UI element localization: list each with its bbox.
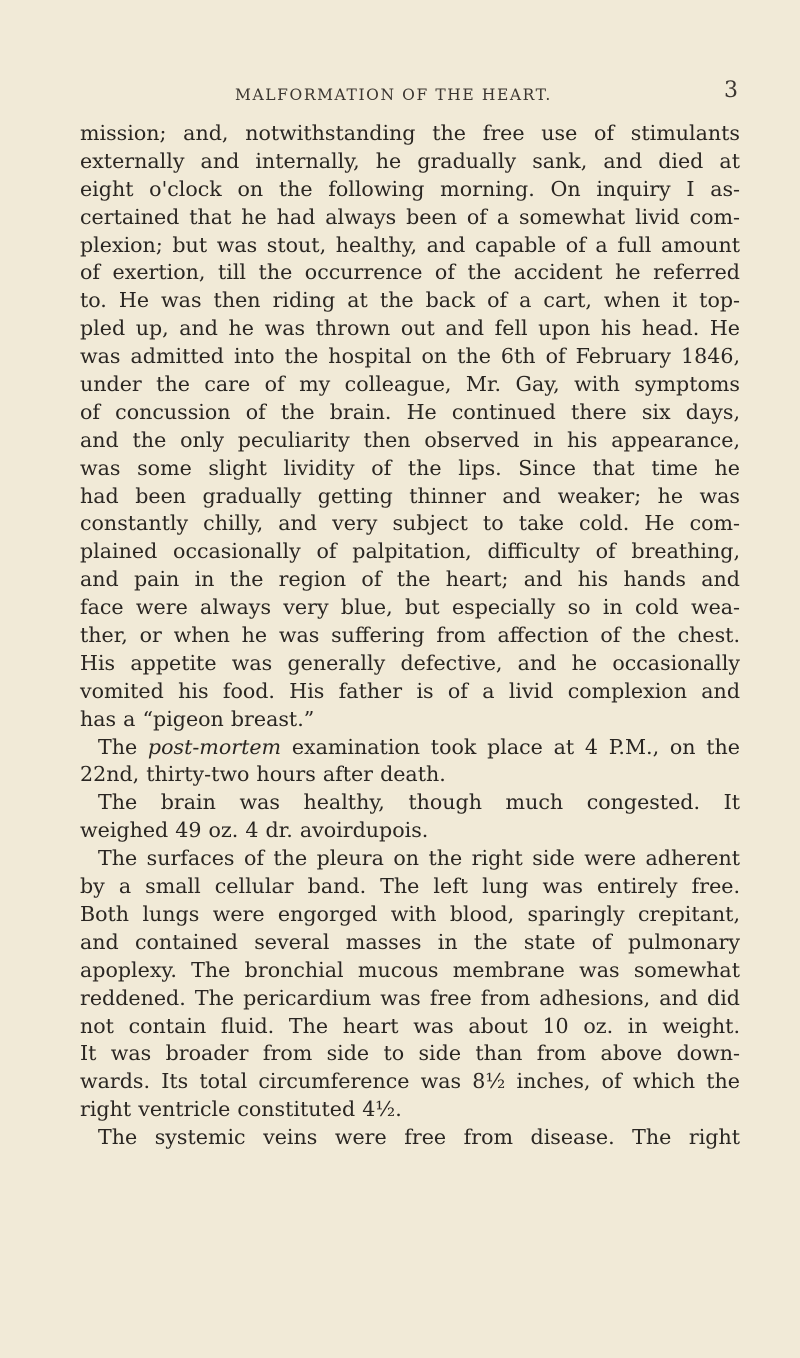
text-line-part: right ventricle constituted 4½. (80, 1097, 402, 1122)
text-line (80, 985, 740, 1013)
text-line (80, 315, 740, 343)
text-line (80, 734, 740, 762)
text-line-part: The (98, 734, 148, 759)
text-line-part: and contained several masses in the state of pulmonary (80, 929, 740, 954)
text-line-part: The systemic veins were free from disease. The right (98, 1125, 740, 1150)
text-line-part: weighed 49 oz. 4 dr. avoirdupois. (80, 818, 429, 843)
text-line-part: ther, or when he was suffering from affection of the chest. (80, 623, 740, 648)
text-line (80, 678, 740, 706)
text-line (80, 566, 740, 594)
text-line-part: and the only peculiarity then observed in his appearance, (80, 427, 740, 452)
text-line-part: was some slight lividity of the lips. Since that time he (80, 455, 740, 480)
text-line-part: vomited his food. His father is of a livid complexion and (80, 678, 740, 703)
text-line (80, 427, 740, 455)
text-line (80, 817, 740, 845)
text-line (80, 232, 740, 260)
text-line (80, 706, 740, 734)
text-line-part: pled up, and he was thrown out and fell upon his head. He (80, 316, 740, 341)
text-line (80, 622, 740, 650)
text-line (80, 873, 740, 901)
text-line (80, 594, 740, 622)
text-line-part: apoplexy. The bronchial mucous membrane was somewhat (80, 957, 740, 982)
text-line (80, 204, 740, 232)
text-line (80, 929, 740, 957)
text-line (80, 1096, 740, 1124)
text-line (80, 371, 740, 399)
text-line (80, 176, 740, 204)
text-line-part: certained that he had always been of a somewhat livid com- (80, 204, 740, 229)
text-line (80, 510, 740, 538)
text-line-part: and pain in the region of the heart; and his hands and (80, 567, 740, 592)
text-line-part: under the care of my colleague, Mr. Gay, with symptoms (80, 372, 740, 397)
text-line-part: of exertion, till the occurrence of the accident he referred (80, 260, 740, 285)
text-line (80, 845, 740, 873)
text-line (80, 901, 740, 929)
text-line-part: by a small cellular band. The left lung was entirely free. (80, 874, 740, 899)
text-line (80, 343, 740, 371)
text-line (80, 957, 740, 985)
body-text (80, 120, 740, 1152)
page-number: 3 (724, 78, 738, 103)
text-line-part: constantly chilly, and very subject to take cold. He com- (80, 511, 740, 536)
text-line-part: His appetite was generally defective, and he occasionally (80, 650, 740, 675)
text-line-part: has a “pigeon breast.” (80, 706, 315, 731)
text-line (80, 761, 740, 789)
text-line (80, 1013, 740, 1041)
text-line-part: not contain fluid. The heart was about 10 oz. in weight. (80, 1013, 740, 1038)
running-title: MALFORMATION OF THE HEART. (235, 86, 552, 104)
text-line-part: plained occasionally of palpitation, difficulty of breathing, (80, 539, 740, 564)
text-line-part: of concussion of the brain. He continued there six days, (80, 399, 740, 424)
text-line-part: The surfaces of the pleura on the right side were adherent (98, 846, 740, 871)
text-line-part: was admitted into the hospital on the 6th of February 1846, (80, 344, 740, 369)
text-line-part: to. He was then riding at the back of a cart, when it top- (80, 288, 740, 313)
text-line (80, 1068, 740, 1096)
running-header (82, 78, 738, 108)
text-line-part: eight o'clock on the following morning. On inquiry I as- (80, 176, 740, 201)
text-line-part: had been gradually getting thinner and weaker; he was (80, 483, 740, 508)
text-line-part: Both lungs were engorged with blood, sparingly crepitant, (80, 901, 740, 926)
text-line-part: mission; and, notwithstanding the free use of stimulants (80, 121, 740, 145)
text-line (80, 399, 740, 427)
text-line (80, 120, 740, 148)
italic-term: post-mortem (147, 734, 282, 759)
text-line (80, 148, 740, 176)
text-line (80, 1040, 740, 1068)
text-line-part: reddened. The pericardium was free from adhesions, and did (80, 985, 740, 1010)
text-line (80, 538, 740, 566)
text-line-part: plexion; but was stout, healthy, and capable of a full amount (80, 232, 740, 257)
text-line (80, 259, 740, 287)
text-line (80, 455, 740, 483)
text-line-part: 22nd, thirty-two hours after death. (80, 762, 446, 787)
text-line (80, 650, 740, 678)
text-line-part: The brain was healthy, though much congested. It (98, 790, 740, 815)
text-line-part: wards. Its total circumference was 8½ inches, of which the (80, 1069, 740, 1094)
text-line-part: It was broader from side to side than from above down- (80, 1041, 740, 1066)
text-line-part: face were always very blue, but especially so in cold wea- (80, 595, 740, 620)
text-line (80, 483, 740, 511)
text-line (80, 789, 740, 817)
text-line-part: externally and internally, he gradually sank, and died at (80, 148, 740, 173)
text-line (80, 1124, 740, 1152)
text-line (80, 287, 740, 315)
text-line-part: examination took place at 4 P.M., on the (281, 734, 740, 759)
